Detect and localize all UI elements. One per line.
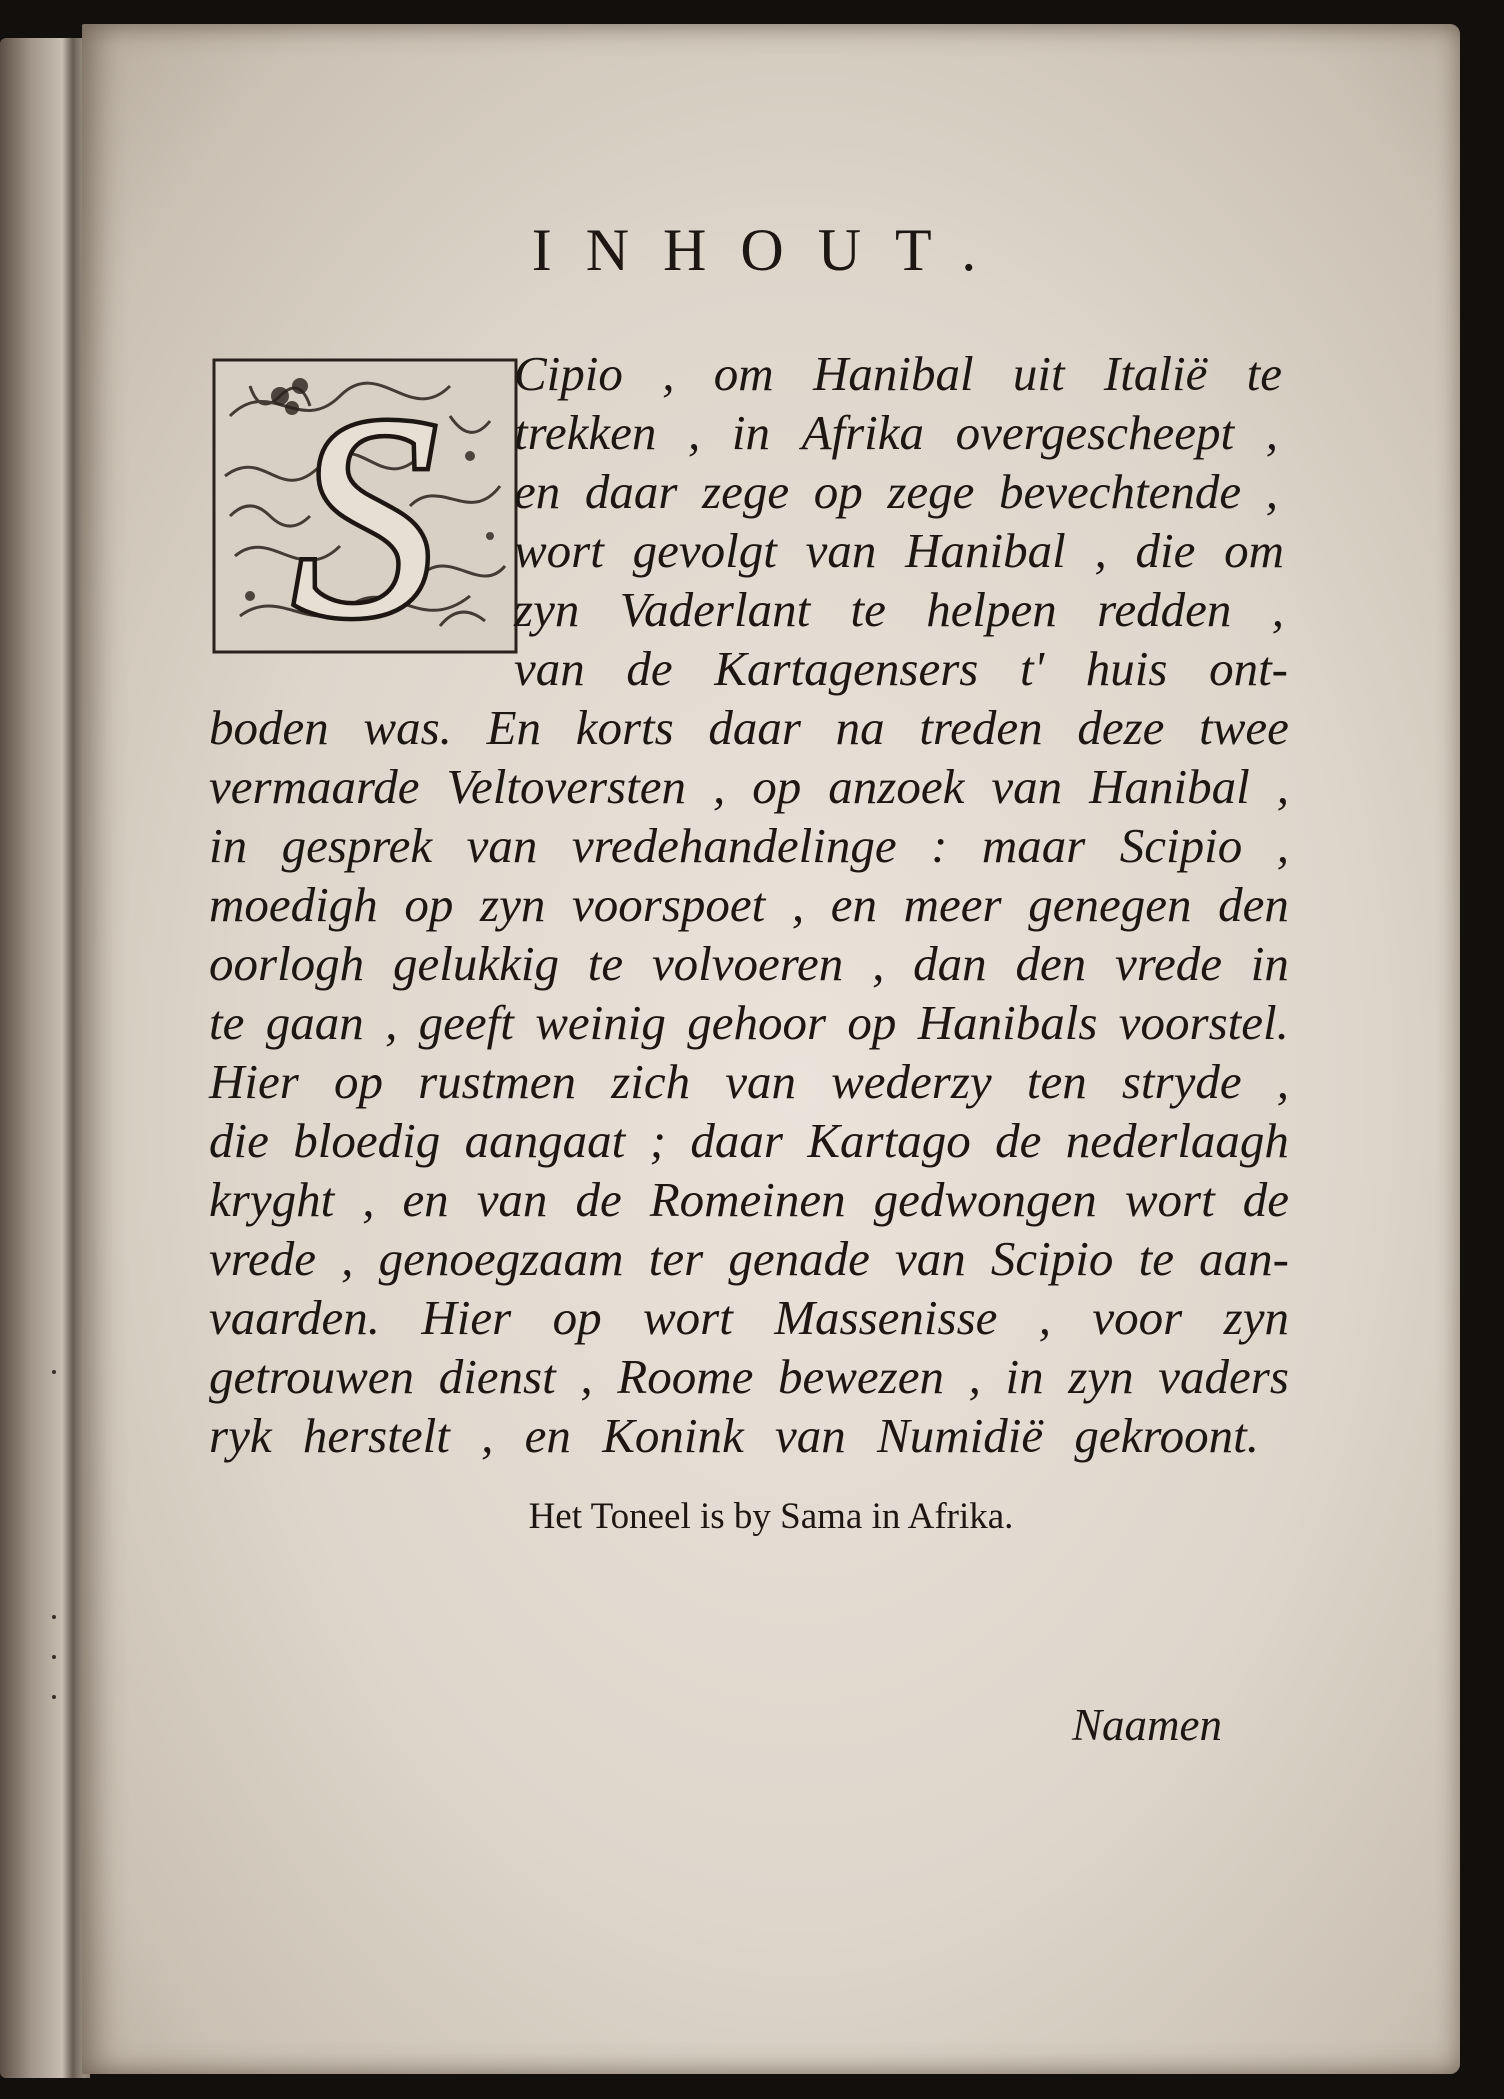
book-page (82, 24, 1460, 2074)
text-line: moedigh op zyn voorspoet , en meer genegen den (209, 877, 1289, 932)
text-line: trekken , in Afrika overgescheept , (514, 405, 1278, 460)
text-line: die bloedig aangaat ; daar Kartago de nederlaagh (209, 1113, 1289, 1168)
text-line: ryk herstelt , en Konink van Numidië gekroont. (209, 1408, 1259, 1463)
synopsis-text (82, 24, 1460, 1524)
text-line: vrede , genoegzaam ter genade van Scipio te aan- (209, 1231, 1289, 1286)
initial-letter: S (292, 356, 438, 656)
text-line: en daar zege op zege bevechtende , (514, 464, 1278, 519)
catchword: Naamen (1072, 1700, 1222, 1750)
text-line: Cipio , om Hanibal uit Italië te (514, 346, 1282, 401)
text-line: te gaan , geeft weinig gehoor op Hanibals voorstel. (209, 995, 1289, 1050)
page-heading: INHOUT. (531, 217, 1011, 283)
text-line: getrouwen dienst , Roome bewezen , in zyn vaders (209, 1349, 1289, 1404)
scene-setting-note: Het Toneel is by Sama in Afrika. (528, 1496, 1014, 1537)
text-line: vermaarde Veltoversten , op anzoek van Hanibal , (209, 759, 1289, 814)
text-line: oorlogh gelukkig te volvoeren , dan den vrede in (209, 936, 1289, 991)
book-gutter (62, 38, 84, 2078)
text-line: kryght , en van de Romeinen gedwongen wort de (209, 1172, 1289, 1227)
text-line: in gesprek van vredehandelinge : maar Scipio , (209, 818, 1289, 873)
text-line: zyn Vaderlant te helpen redden , (514, 582, 1284, 637)
text-line: vaarden. Hier op wort Massenisse , voor zyn (209, 1290, 1289, 1345)
text-line: Hier op rustmen zich van wederzy ten stryde , (209, 1054, 1289, 1109)
text-line: van de Kartagensers t' huis ont- (514, 641, 1288, 696)
text-line: wort gevolgt van Hanibal , die om (514, 523, 1284, 578)
text-line: boden was. En korts daar na treden deze twee (209, 700, 1289, 755)
